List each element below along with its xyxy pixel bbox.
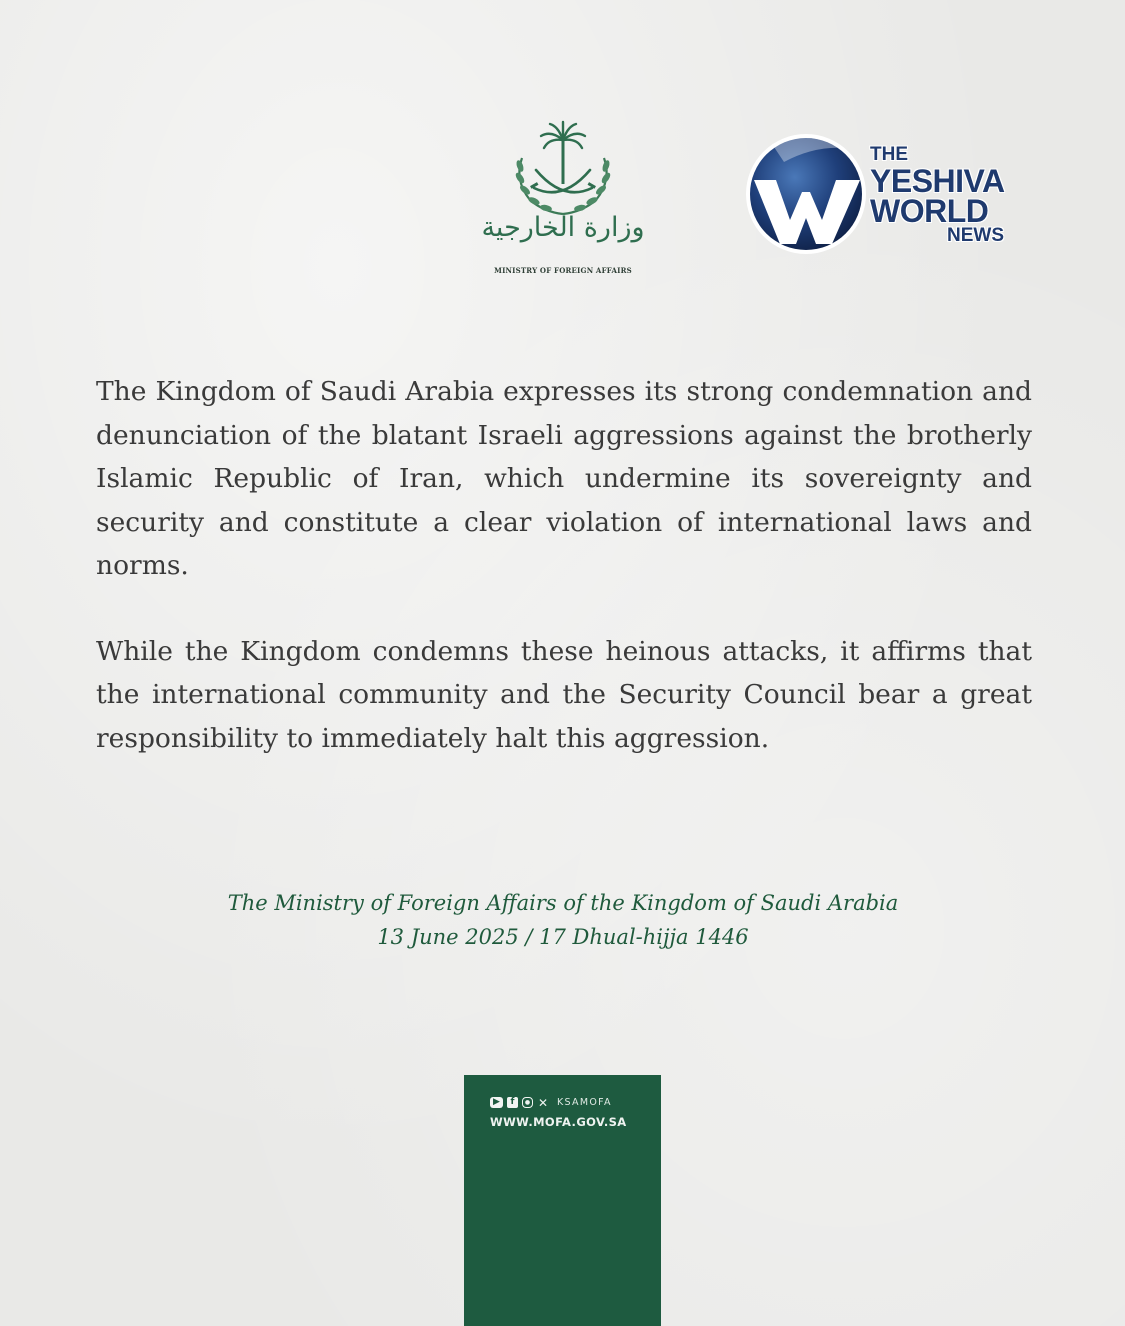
website-link[interactable]: WWW.MOFA.GOV.SA <box>490 1115 627 1129</box>
ywn-logo <box>744 132 1024 256</box>
ministry-arabic-name: وزارة الخارجية <box>481 212 645 243</box>
signoff-ministry: The Ministry of Foreign Affairs of the Kingdom of Saudi Arabia <box>227 891 899 915</box>
signoff <box>120 886 1006 954</box>
facebook-icon[interactable]: f <box>507 1097 518 1108</box>
statement-paragraph-2: While the Kingdom condemns these heinous attacks, it affirms that the international community and the Security Council bear a great responsibility to immediately halt this aggression. <box>96 635 1032 754</box>
ministry-english-name: MINISTRY OF FOREIGN AFFAIRS <box>494 266 632 275</box>
social-handle: KSAMOFA <box>557 1097 612 1108</box>
ministry-emblem <box>478 118 648 278</box>
ywn-wordmark <box>870 145 1020 245</box>
ywn-w-icon <box>744 132 868 256</box>
ywn-world: WORLD <box>870 193 989 229</box>
social-row <box>490 1097 612 1108</box>
signoff-date: 13 June 2025 / 17 Dhual-hijja 1446 <box>377 925 749 949</box>
x-icon[interactable]: ✕ <box>537 1095 549 1110</box>
ywn-yeshiva: YESHIVA <box>870 163 1005 199</box>
youtube-icon[interactable]: ▶ <box>490 1097 503 1108</box>
instagram-icon[interactable]: ● <box>522 1097 533 1108</box>
footer-contact-block <box>464 1075 661 1326</box>
palm-swords-icon <box>478 118 648 218</box>
statement-body <box>96 370 1032 760</box>
ywn-news: NEWS <box>947 225 1004 246</box>
statement-paragraph-1: The Kingdom of Saudi Arabia expresses its strong condemnation and denunciation of the blatant Israeli aggressions against the brotherly Islamic Republic of Iran, which undermine its sovereignty and security and constitute a clear violation of international laws and norms. <box>96 376 1032 581</box>
ywn-the: THE <box>870 144 908 165</box>
